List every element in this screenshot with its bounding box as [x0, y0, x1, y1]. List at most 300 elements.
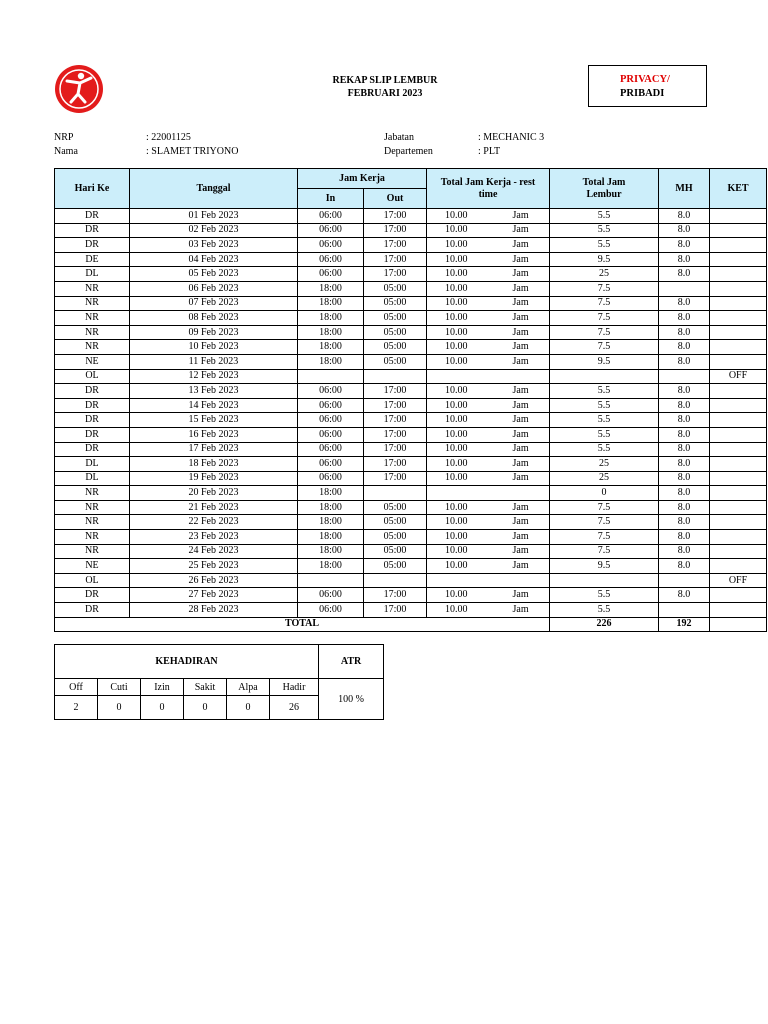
mh-cell: 8.0 [659, 384, 710, 399]
total-lembur-cell: 5.5 [550, 427, 659, 442]
mh-cell: 8.0 [659, 486, 710, 501]
table-row [55, 384, 767, 399]
cuti-label: Cuti [98, 679, 141, 696]
mh-cell: 8.0 [659, 559, 710, 574]
total-jam-kerja-cell: 10.00 [427, 238, 505, 253]
hari-ke-cell: NR [55, 296, 130, 311]
hari-ke-cell: DR [55, 442, 130, 457]
total-lembur-cell: 7.5 [550, 530, 659, 545]
ket-cell [710, 442, 767, 457]
total-jam-kerja-cell: 10.00 [427, 500, 505, 515]
jam-unit-cell: Jam [505, 398, 550, 413]
jam-unit-cell: Jam [505, 325, 550, 340]
jam-out-cell: 17:00 [364, 471, 427, 486]
nama-label: Nama [54, 146, 78, 157]
total-jam-kerja-cell: 10.00 [427, 281, 505, 296]
jam-in-cell: 18:00 [298, 500, 364, 515]
jam-in-cell: 06:00 [298, 252, 364, 267]
hari-ke-cell: DR [55, 223, 130, 238]
jam-out-cell: 05:00 [364, 544, 427, 559]
jam-in-cell: 06:00 [298, 442, 364, 457]
jam-out-cell: 17:00 [364, 384, 427, 399]
total-lembur-cell: 9.5 [550, 354, 659, 369]
ket-cell [710, 296, 767, 311]
alpa-label: Alpa [227, 679, 270, 696]
off-label: Off [55, 679, 98, 696]
mh-cell [659, 369, 710, 384]
jam-in-cell: 06:00 [298, 457, 364, 472]
total-jam-kerja-cell: 10.00 [427, 559, 505, 574]
table-row [55, 369, 767, 384]
jam-out-cell: 17:00 [364, 442, 427, 457]
ket-cell [710, 209, 767, 224]
total-jam-kerja-cell: 10.00 [427, 252, 505, 267]
jam-out-cell [364, 369, 427, 384]
total-jam-kerja-cell [427, 573, 505, 588]
jam-in-cell: 06:00 [298, 398, 364, 413]
tanggal-cell: 25 Feb 2023 [130, 559, 298, 574]
ket-cell [710, 544, 767, 559]
jam-in-cell: 06:00 [298, 238, 364, 253]
total-jam-kerja-cell: 10.00 [427, 588, 505, 603]
jam-in-cell [298, 369, 364, 384]
tanggal-cell: 15 Feb 2023 [130, 413, 298, 428]
total-jam-kerja-cell: 10.00 [427, 223, 505, 238]
tanggal-cell: 19 Feb 2023 [130, 471, 298, 486]
ket-cell [710, 500, 767, 515]
jam-unit-cell: Jam [505, 603, 550, 618]
jam-in-cell [298, 573, 364, 588]
privacy-label: PRIVACY/ [620, 74, 670, 85]
table-row [55, 442, 767, 457]
hari-ke-cell: NR [55, 281, 130, 296]
total-jam-kerja-cell: 10.00 [427, 413, 505, 428]
header-mh: MH [659, 169, 710, 209]
jam-unit-cell: Jam [505, 457, 550, 472]
jam-out-cell: 05:00 [364, 296, 427, 311]
jabatan-label: Jabatan [384, 132, 414, 143]
total-jam-kerja-cell: 10.00 [427, 457, 505, 472]
mh-cell: 8.0 [659, 500, 710, 515]
mh-cell: 8.0 [659, 209, 710, 224]
jam-out-cell: 05:00 [364, 311, 427, 326]
total-jam-kerja-cell: 10.00 [427, 515, 505, 530]
jam-out-cell: 17:00 [364, 223, 427, 238]
total-jam-kerja-cell [427, 486, 505, 501]
total-lembur-cell: 7.5 [550, 296, 659, 311]
jam-unit-cell: Jam [505, 311, 550, 326]
ket-cell [710, 223, 767, 238]
total-jam-kerja-cell: 10.00 [427, 311, 505, 326]
ket-cell [710, 398, 767, 413]
mh-cell [659, 281, 710, 296]
jam-unit-cell: Jam [505, 267, 550, 282]
jam-out-cell: 17:00 [364, 238, 427, 253]
ket-cell [710, 311, 767, 326]
tanggal-cell: 22 Feb 2023 [130, 515, 298, 530]
total-jam-kerja-cell: 10.00 [427, 544, 505, 559]
tanggal-cell: 11 Feb 2023 [130, 354, 298, 369]
hari-ke-cell: NR [55, 486, 130, 501]
header-in: In [298, 189, 364, 209]
tanggal-cell: 23 Feb 2023 [130, 530, 298, 545]
sakit-value: 0 [184, 696, 227, 720]
total-jam-kerja-cell [427, 369, 505, 384]
jam-in-cell: 06:00 [298, 413, 364, 428]
total-lembur-cell: 9.5 [550, 559, 659, 574]
mh-cell: 8.0 [659, 340, 710, 355]
mh-cell: 8.0 [659, 544, 710, 559]
jam-out-cell: 05:00 [364, 500, 427, 515]
total-jam-kerja-cell: 10.00 [427, 354, 505, 369]
jam-unit-cell: Jam [505, 354, 550, 369]
jam-unit-cell: Jam [505, 588, 550, 603]
hari-ke-cell: DL [55, 457, 130, 472]
jam-unit-cell: Jam [505, 427, 550, 442]
tanggal-cell: 09 Feb 2023 [130, 325, 298, 340]
total-lembur-cell [550, 369, 659, 384]
hari-ke-cell: NR [55, 500, 130, 515]
jam-in-cell: 18:00 [298, 544, 364, 559]
ket-cell: OFF [710, 573, 767, 588]
departemen-label: Departemen [384, 146, 433, 157]
total-jam-kerja-cell: 10.00 [427, 384, 505, 399]
jam-out-cell: 05:00 [364, 559, 427, 574]
izin-label: Izin [141, 679, 184, 696]
jam-out-cell: 17:00 [364, 588, 427, 603]
hari-ke-cell: DL [55, 267, 130, 282]
table-row [55, 588, 767, 603]
hari-ke-cell: DR [55, 427, 130, 442]
jam-in-cell: 06:00 [298, 603, 364, 618]
jam-unit-cell: Jam [505, 223, 550, 238]
table-row [55, 530, 767, 545]
privacy-box [588, 65, 707, 107]
company-logo [54, 64, 104, 114]
table-row [55, 325, 767, 340]
table-row [55, 281, 767, 296]
jam-unit-cell: Jam [505, 471, 550, 486]
table-row [55, 398, 767, 413]
mh-cell: 8.0 [659, 267, 710, 282]
total-lembur-cell: 5.5 [550, 442, 659, 457]
jam-in-cell: 06:00 [298, 588, 364, 603]
total-jam-kerja-cell: 10.00 [427, 340, 505, 355]
total-row [55, 617, 767, 632]
mh-cell: 8.0 [659, 530, 710, 545]
ket-cell [710, 384, 767, 399]
total-lembur-cell: 7.5 [550, 325, 659, 340]
mh-cell [659, 603, 710, 618]
jam-out-cell: 05:00 [364, 354, 427, 369]
document-title [280, 74, 490, 100]
table-row [55, 486, 767, 501]
table-row [55, 413, 767, 428]
table-row [55, 515, 767, 530]
total-lembur-cell: 9.5 [550, 252, 659, 267]
jam-unit-cell: Jam [505, 559, 550, 574]
departemen-value: : PLT [478, 146, 501, 157]
table-row [55, 238, 767, 253]
ket-cell [710, 340, 767, 355]
table-row [55, 223, 767, 238]
atr-value: 100 % [319, 679, 384, 720]
table-row [55, 427, 767, 442]
total-lembur-cell: 5.5 [550, 384, 659, 399]
hari-ke-cell: NR [55, 530, 130, 545]
tanggal-cell: 13 Feb 2023 [130, 384, 298, 399]
hari-ke-cell: DL [55, 471, 130, 486]
total-lembur-cell: 7.5 [550, 515, 659, 530]
hari-ke-cell: OL [55, 573, 130, 588]
tanggal-cell: 16 Feb 2023 [130, 427, 298, 442]
jabatan-value: : MECHANIC 3 [478, 132, 545, 143]
jam-out-cell: 17:00 [364, 209, 427, 224]
mh-cell: 8.0 [659, 398, 710, 413]
ket-cell [710, 281, 767, 296]
total-lembur-cell: 0 [550, 486, 659, 501]
jam-in-cell: 06:00 [298, 427, 364, 442]
total-lembur-cell: 25 [550, 267, 659, 282]
mh-cell: 8.0 [659, 442, 710, 457]
total-jam-kerja-cell: 10.00 [427, 603, 505, 618]
jam-unit-cell: Jam [505, 384, 550, 399]
table-row [55, 500, 767, 515]
hadir-label: Hadir [270, 679, 319, 696]
jam-unit-cell: Jam [505, 500, 550, 515]
ket-cell [710, 471, 767, 486]
table-row [55, 603, 767, 618]
header-total-jam-kerja: Total Jam Kerja - rest time [427, 169, 550, 209]
table-row [55, 340, 767, 355]
jam-unit-cell [505, 486, 550, 501]
hari-ke-cell: NR [55, 515, 130, 530]
total-jam-kerja-cell: 10.00 [427, 398, 505, 413]
hari-ke-cell: NE [55, 354, 130, 369]
ket-cell [710, 354, 767, 369]
tanggal-cell: 28 Feb 2023 [130, 603, 298, 618]
table-row [55, 209, 767, 224]
tanggal-cell: 02 Feb 2023 [130, 223, 298, 238]
tanggal-cell: 08 Feb 2023 [130, 311, 298, 326]
table-row [55, 471, 767, 486]
jam-unit-cell: Jam [505, 442, 550, 457]
pribadi-label: PRIBADI [620, 88, 665, 99]
alpa-value: 0 [227, 696, 270, 720]
jam-in-cell: 18:00 [298, 325, 364, 340]
total-jam-kerja-cell: 10.00 [427, 471, 505, 486]
total-jam-kerja-cell: 10.00 [427, 427, 505, 442]
jam-in-cell: 06:00 [298, 209, 364, 224]
mh-cell: 8.0 [659, 223, 710, 238]
jam-out-cell: 17:00 [364, 457, 427, 472]
ket-cell [710, 515, 767, 530]
tanggal-cell: 17 Feb 2023 [130, 442, 298, 457]
jam-out-cell [364, 573, 427, 588]
mh-cell: 8.0 [659, 311, 710, 326]
hari-ke-cell: NR [55, 311, 130, 326]
jam-in-cell: 18:00 [298, 486, 364, 501]
jam-unit-cell: Jam [505, 515, 550, 530]
ket-cell [710, 603, 767, 618]
tanggal-cell: 24 Feb 2023 [130, 544, 298, 559]
header-tanggal: Tanggal [130, 169, 298, 209]
jam-unit-cell: Jam [505, 544, 550, 559]
ket-cell [710, 267, 767, 282]
tanggal-cell: 14 Feb 2023 [130, 398, 298, 413]
total-lembur-cell: 7.5 [550, 340, 659, 355]
hari-ke-cell: DR [55, 398, 130, 413]
tanggal-cell: 06 Feb 2023 [130, 281, 298, 296]
kehadiran-title: KEHADIRAN [55, 645, 319, 679]
table-row [55, 457, 767, 472]
total-jam-kerja-cell: 10.00 [427, 325, 505, 340]
table-row [55, 573, 767, 588]
hari-ke-cell: NR [55, 544, 130, 559]
jam-out-cell: 17:00 [364, 413, 427, 428]
ket-cell [710, 252, 767, 267]
tanggal-cell: 20 Feb 2023 [130, 486, 298, 501]
tanggal-cell: 03 Feb 2023 [130, 238, 298, 253]
table-row [55, 252, 767, 267]
hari-ke-cell: DR [55, 603, 130, 618]
mh-cell: 8.0 [659, 471, 710, 486]
mh-cell: 8.0 [659, 354, 710, 369]
title-line-1: REKAP SLIP LEMBUR [332, 75, 438, 86]
table-row [55, 354, 767, 369]
hari-ke-cell: DR [55, 209, 130, 224]
ket-cell [710, 238, 767, 253]
jam-unit-cell: Jam [505, 340, 550, 355]
hari-ke-cell: DR [55, 238, 130, 253]
total-jam-kerja-cell: 10.00 [427, 296, 505, 311]
header-jam-kerja: Jam Kerja [298, 169, 427, 189]
jam-in-cell: 18:00 [298, 296, 364, 311]
table-row [55, 559, 767, 574]
tanggal-cell: 21 Feb 2023 [130, 500, 298, 515]
total-lembur-cell [550, 573, 659, 588]
table-row [55, 267, 767, 282]
hari-ke-cell: DR [55, 384, 130, 399]
hari-ke-cell: NR [55, 340, 130, 355]
total-mh: 192 [659, 617, 710, 632]
jam-unit-cell: Jam [505, 238, 550, 253]
hari-ke-cell: NE [55, 559, 130, 574]
mh-cell: 8.0 [659, 427, 710, 442]
mh-cell: 8.0 [659, 457, 710, 472]
table-row [55, 544, 767, 559]
total-label: TOTAL [55, 617, 550, 632]
jam-out-cell: 17:00 [364, 427, 427, 442]
total-lembur-cell: 5.5 [550, 398, 659, 413]
jam-unit-cell [505, 369, 550, 384]
total-lembur-cell: 5.5 [550, 238, 659, 253]
jam-unit-cell: Jam [505, 413, 550, 428]
table-row [55, 296, 767, 311]
jam-out-cell: 17:00 [364, 252, 427, 267]
total-jam-kerja-cell: 10.00 [427, 267, 505, 282]
jam-in-cell: 06:00 [298, 267, 364, 282]
tanggal-cell: 27 Feb 2023 [130, 588, 298, 603]
atr-label: ATR [319, 645, 384, 679]
hadir-value: 26 [270, 696, 319, 720]
tanggal-cell: 18 Feb 2023 [130, 457, 298, 472]
jam-out-cell: 05:00 [364, 340, 427, 355]
jam-in-cell: 18:00 [298, 340, 364, 355]
total-lembur-cell: 5.5 [550, 588, 659, 603]
total-jam-kerja-cell: 10.00 [427, 209, 505, 224]
ket-cell [710, 559, 767, 574]
jam-in-cell: 18:00 [298, 515, 364, 530]
header-total-jam-lembur: Total Jam Lembur [550, 169, 659, 209]
ket-cell [710, 413, 767, 428]
jam-out-cell: 05:00 [364, 515, 427, 530]
total-lembur-cell: 25 [550, 457, 659, 472]
nrp-label: NRP [54, 132, 74, 143]
overtime-table [54, 168, 767, 632]
total-lembur-cell: 5.5 [550, 603, 659, 618]
tanggal-cell: 05 Feb 2023 [130, 267, 298, 282]
total-lembur-cell: 5.5 [550, 413, 659, 428]
mh-cell: 8.0 [659, 515, 710, 530]
total-lembur-cell: 7.5 [550, 544, 659, 559]
header-ket: KET [710, 169, 767, 209]
jam-unit-cell: Jam [505, 530, 550, 545]
sakit-label: Sakit [184, 679, 227, 696]
izin-value: 0 [141, 696, 184, 720]
ket-cell [710, 530, 767, 545]
tanggal-cell: 12 Feb 2023 [130, 369, 298, 384]
jam-in-cell: 06:00 [298, 384, 364, 399]
tanggal-cell: 01 Feb 2023 [130, 209, 298, 224]
total-ket [710, 617, 767, 632]
jam-in-cell: 18:00 [298, 530, 364, 545]
ket-cell [710, 588, 767, 603]
mh-cell: 8.0 [659, 238, 710, 253]
jam-out-cell: 17:00 [364, 603, 427, 618]
total-jam-kerja-cell: 10.00 [427, 530, 505, 545]
nama-value: : SLAMET TRIYONO [146, 146, 239, 157]
jam-out-cell: 17:00 [364, 398, 427, 413]
ket-cell [710, 486, 767, 501]
jam-out-cell: 05:00 [364, 281, 427, 296]
jam-out-cell: 17:00 [364, 267, 427, 282]
nrp-value: : 22001125 [146, 132, 191, 143]
jam-out-cell: 05:00 [364, 325, 427, 340]
ket-cell [710, 457, 767, 472]
hari-ke-cell: DR [55, 413, 130, 428]
mh-cell [659, 573, 710, 588]
title-line-2: FEBRUARI 2023 [347, 88, 423, 99]
jam-in-cell: 18:00 [298, 354, 364, 369]
off-value: 2 [55, 696, 98, 720]
total-lembur: 226 [550, 617, 659, 632]
jam-in-cell: 18:00 [298, 559, 364, 574]
mh-cell: 8.0 [659, 296, 710, 311]
mh-cell: 8.0 [659, 252, 710, 267]
header-hari-ke: Hari Ke [55, 169, 130, 209]
jam-in-cell: 18:00 [298, 281, 364, 296]
jam-unit-cell [505, 573, 550, 588]
mh-cell: 8.0 [659, 588, 710, 603]
ket-cell [710, 427, 767, 442]
tanggal-cell: 26 Feb 2023 [130, 573, 298, 588]
hari-ke-cell: OL [55, 369, 130, 384]
total-lembur-cell: 5.5 [550, 223, 659, 238]
ket-cell: OFF [710, 369, 767, 384]
hari-ke-cell: DE [55, 252, 130, 267]
tanggal-cell: 04 Feb 2023 [130, 252, 298, 267]
